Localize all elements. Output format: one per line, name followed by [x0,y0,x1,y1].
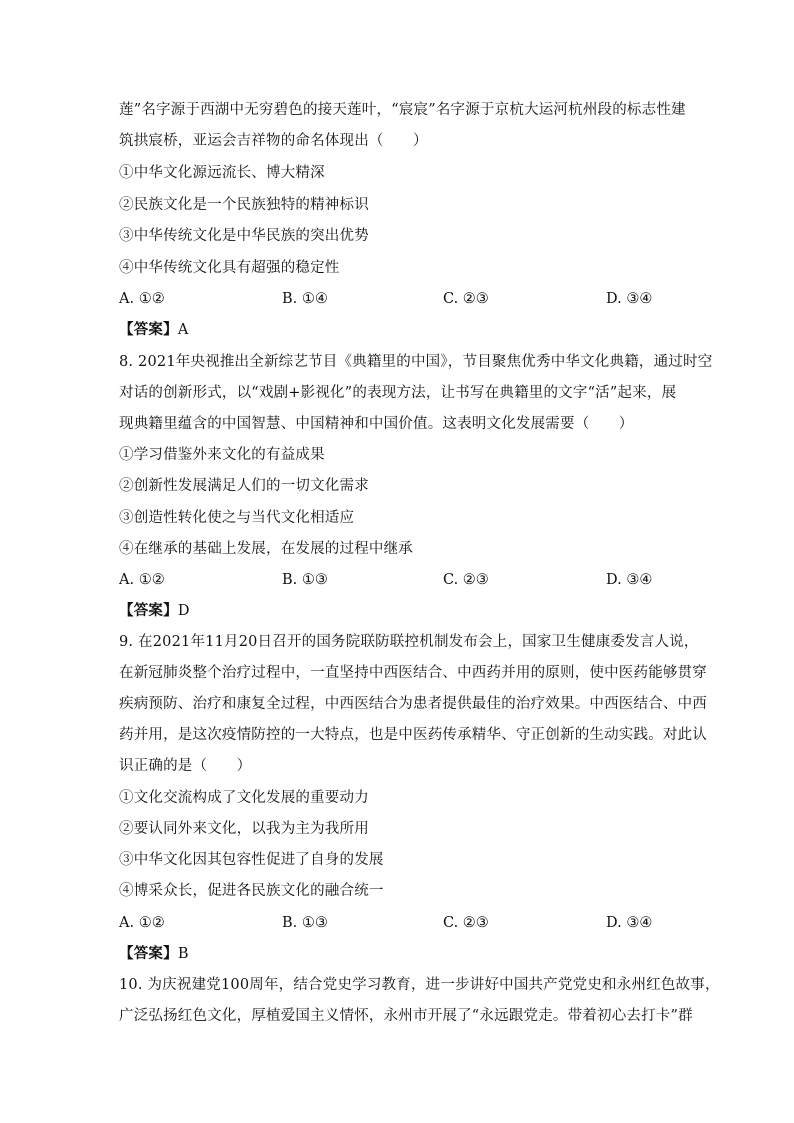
q8-option-a: A. ①② [119,572,165,588]
q9-stem-line: 识正确的是（ ） [119,758,252,774]
q8-option-d: D. ③④ [606,572,653,588]
q8-option-c: C. ②③ [443,572,489,588]
q10-stem-line: 广泛弘扬红色文化，厚植爱国主义情怀，永州市开展了“永远跟党走。带着初心去打卡”群 [119,1008,693,1024]
answer-label: 【答案】 [119,602,178,619]
q7-option-c: C. ②③ [443,291,489,307]
q7-statement-2: ②民族文化是一个民族独特的精神标识 [119,197,369,213]
q8-statement-3: ③创造性转化使之与当代文化相适应 [119,510,355,526]
q7-answer [119,320,679,340]
q9-stem-line: 药并用，是这次疫情防控的一大特点，也是中医药传承精华、守正创新的生动实践。对此认 [119,727,707,743]
q7-option-d: D. ③④ [606,291,653,307]
q7-option-a: A. ①② [119,291,165,307]
q8-statement-2: ②创新性发展满足人们的一切文化需求 [119,478,369,494]
q7-stem-line: 莲”名字源于西湖中无穷碧色的接天莲叶，“宸宸”名字源于京杭大运河杭州段的标志性建 [119,102,686,118]
q7-statement-1: ①中华文化源远流长、博大精深 [119,165,325,181]
answer-label: 【答案】 [119,945,178,962]
q8-stem-line: 8. 2021年央视推出全新综艺节目《典籍里的中国》，节目聚焦优秀中华文化典籍，通过时空 [119,354,713,370]
q9-stem-line: 9. 在2021年11月20日召开的国务院联防联控机制发布会上，国家卫生健康委发言人说， [119,634,699,650]
q8-statement-4: ④在继承的基础上发展，在发展的过程中继承 [119,541,413,557]
q10-stem-line: 10. 为庆祝建党100周年，结合党史学习教育，进一步讲好中国共产党党史和永州红色故事， [119,977,720,993]
answer-value: D [177,603,190,619]
answer-value: A [177,322,189,338]
q9-answer [119,944,679,964]
q9-option-b: B. ①③ [282,915,328,931]
q9-option-d: D. ③④ [606,915,653,931]
q7-options [119,289,679,309]
q9-statement-1: ①文化交流构成了文化发展的重要动力 [119,790,369,806]
q8-options [119,570,679,590]
q9-statement-2: ②要认同外来文化，以我为主为我所用 [119,821,369,837]
q8-stem-line: 现典籍里蕴含的中国智慧、中国精神和中国价值。这表明文化发展需要（ ） [119,416,634,432]
q7-stem-line: 筑拱宸桥，亚运会吉祥物的命名体现出（ ） [119,133,428,149]
q9-option-a: A. ①② [119,915,165,931]
q8-statement-1: ①学习借鉴外来文化的有益成果 [119,447,325,463]
answer-label: 【答案】 [119,321,178,338]
q9-stem-line: 疾病预防、治疗和康复全过程，中西医结合为患者提供最佳的治疗效果。中西医结合、中西 [119,696,707,712]
q9-option-c: C. ②③ [443,915,489,931]
q8-answer [119,601,679,621]
q8-option-b: B. ①③ [282,572,328,588]
q7-statement-3: ③中华传统文化是中华民族的突出优势 [119,228,369,244]
q9-stem-line: 在新冠肺炎整个治疗过程中，一直坚持中西医结合、中西药并用的原则，使中医药能够贯穿 [119,665,707,681]
answer-value: B [177,946,189,962]
q9-statement-4: ④博采众长，促进各民族文化的融合统一 [119,883,384,899]
q8-stem-line: 对话的创新形式，以“戏剧+影视化”的表现方法，让书写在典籍里的文字“活”起来，展 [119,385,677,401]
q7-statement-4: ④中华传统文化具有超强的稳定性 [119,260,340,276]
q7-option-b: B. ①④ [282,291,328,307]
q9-options [119,913,679,933]
q9-statement-3: ③中华文化因其包容性促进了自身的发展 [119,852,384,868]
